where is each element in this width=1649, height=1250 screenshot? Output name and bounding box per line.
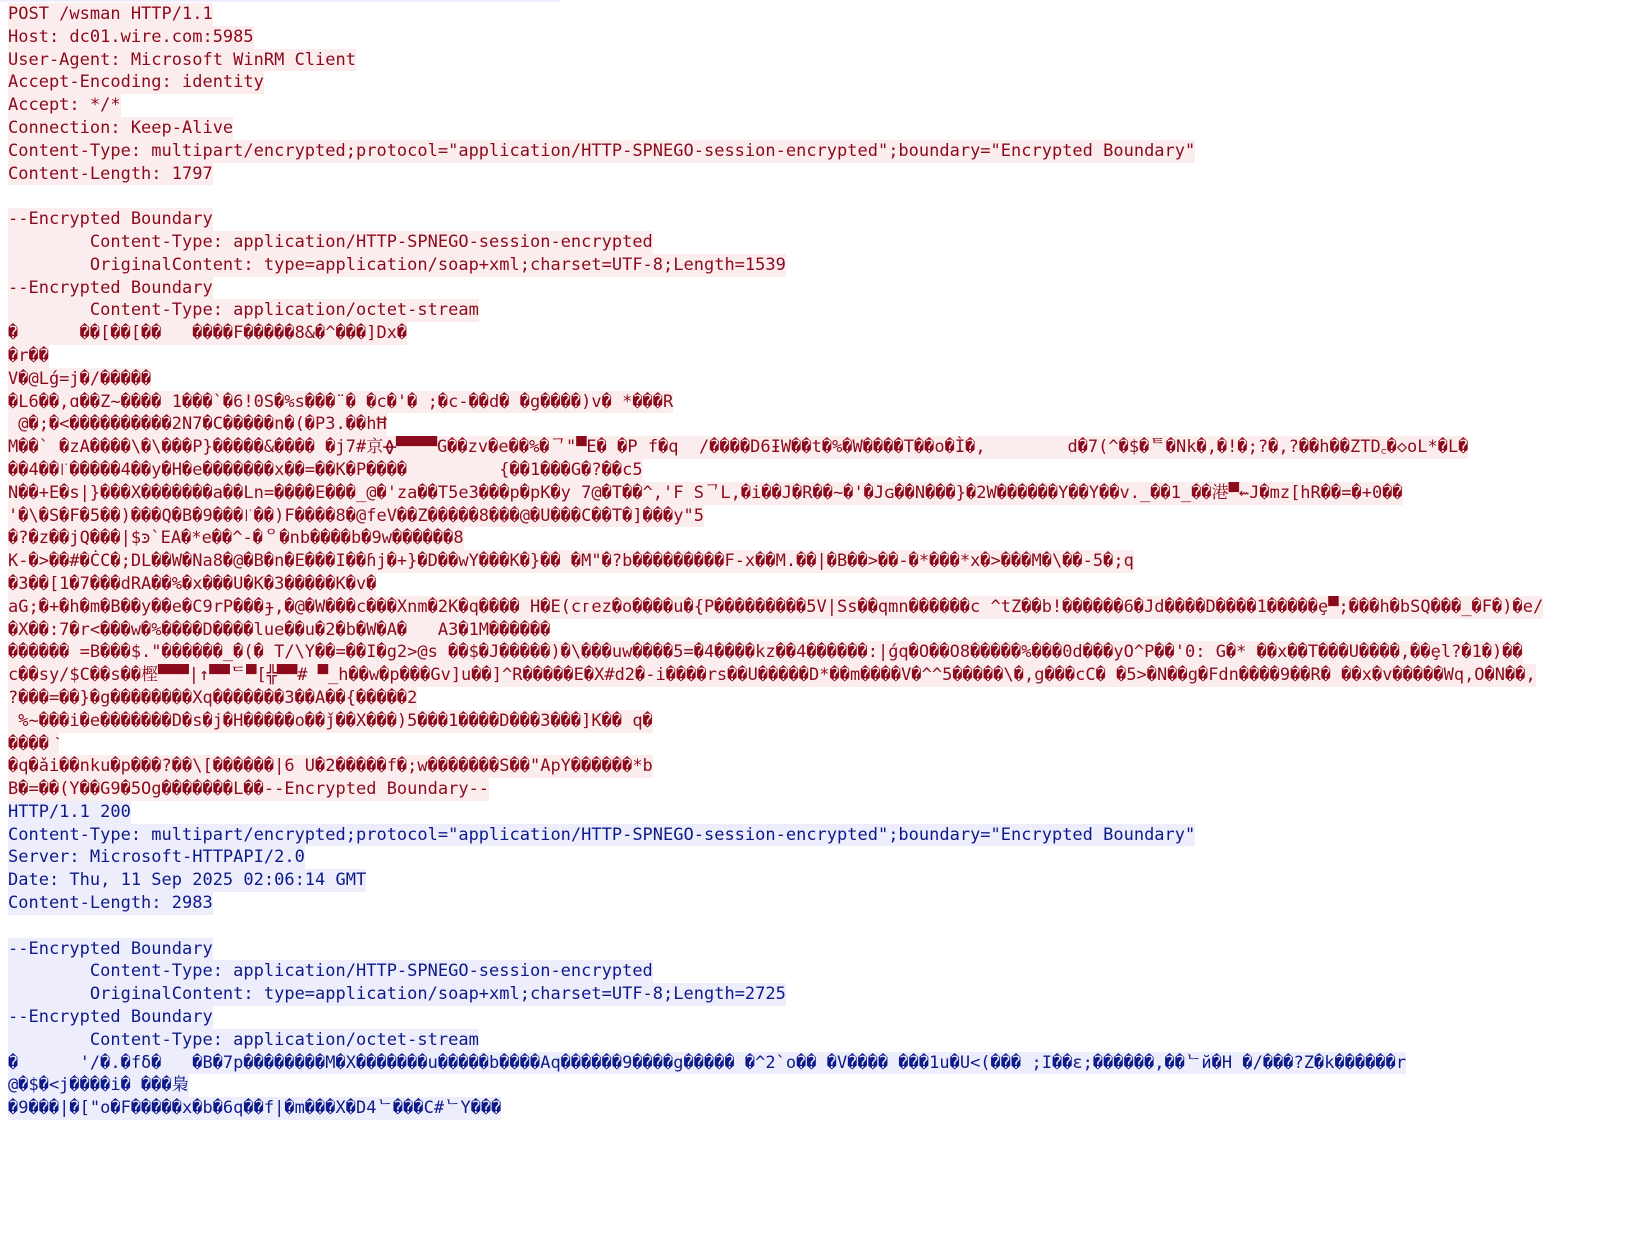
client-request-text: Content-Type: application/HTTP-SPNEGO-session-encrypted — [8, 231, 653, 252]
client-request-text: K-�>��#�ĊC�;DL��W�Na8�@�B�n�E���I��ɦj�+}�D��wY���K�}�� �M"�?b���������F-x��M.��|�B��>��-�*���*x�>���M�\��-5�;q — [8, 551, 1134, 572]
client-request-text: �q�ǎi��nku�p���?��\[������|6 U�2�����f�;w�������S��"ApY������*b — [8, 756, 653, 777]
client-request-text: User-Agent: Microsoft WinRM Client — [8, 49, 356, 70]
client-request-line — [8, 3, 1649, 26]
client-request-text: V�@Lǵ=j�/����� — [8, 368, 152, 389]
server-response-line — [8, 1029, 1649, 1052]
server-response-line — [8, 892, 1649, 915]
top-highlight-strip — [0, 0, 560, 2]
client-request-line — [8, 482, 1649, 505]
client-request-line — [8, 26, 1649, 49]
client-request-line — [8, 163, 1649, 186]
server-response-text: Content-Type: application/HTTP-SPNEGO-session-encrypted — [8, 961, 653, 982]
server-response-line — [8, 915, 1649, 938]
client-request-line — [8, 527, 1649, 550]
server-response-line — [8, 869, 1649, 892]
server-response-text: Date: Thu, 11 Sep 2025 02:06:14 GMT — [8, 870, 367, 891]
client-request-line — [8, 619, 1649, 642]
server-response-line — [8, 1074, 1649, 1097]
client-request-line — [8, 459, 1649, 482]
client-request-text: ?���=��}�g��������Xq�������3��A��{�����2 — [8, 687, 418, 708]
client-request-line — [8, 391, 1649, 414]
client-request-line — [8, 755, 1649, 778]
server-response-line — [8, 1006, 1649, 1029]
client-request-text: �L6��,ɑ��Z~���� 1���`�6!0S�%s���¨� �c�'� ;�c-��d� �g����)v� *���R — [8, 391, 674, 412]
server-response-text: � '/�.�fδ� �B�7p��������M�X�������u�����b����Aq������9����g����� �^2`o�� �V���� ���1u�U<(��� ;I��ɛ;������,��ᄂй�H �/���?Z�k������r — [8, 1052, 1407, 1073]
client-request-line — [8, 299, 1649, 322]
client-request-text: %~���i�e�������D�s�j�H�����o��ǰ��X���)5���1����D���3���]K�� q� — [8, 710, 653, 731]
client-request-line — [8, 322, 1649, 345]
client-request-line — [8, 687, 1649, 710]
server-response-text: Content-Type: multipart/encrypted;protocol="application/HTTP-SPNEGO-session-encrypted";boundary="Encrypted Boundary" — [8, 824, 1196, 845]
server-response-text: @�$�<j����i� ���梟 — [8, 1075, 189, 1096]
client-request-text: M��` �zA����\�\���P}�����&���� �j7#京ᚖ▀▀▀▀G��zv�e��%�ᄀ"▀E� �P f�q /����D6ƗW��t�%�W����T��o�Ì�, d�7(^�$�ᄐ�Nk�,�!�;?�,?��h��ZTD꜀�◇oL*�L� — [8, 437, 1469, 458]
server-response-text: --Encrypted Boundary — [8, 938, 213, 959]
server-response-line — [8, 846, 1649, 869]
client-request-text: OriginalContent: type=application/soap+xml;charset=UTF-8;Length=1539 — [8, 254, 786, 275]
server-response-line — [8, 983, 1649, 1006]
client-request-line — [8, 436, 1649, 459]
server-response-text: OriginalContent: type=application/soap+xml;charset=UTF-8;Length=2725 — [8, 984, 786, 1005]
client-request-line — [8, 49, 1649, 72]
server-response-text: �9���|�["o�F�����x�b�6q��f|�m���X�D4ᄂ���C#ᄂY��� — [8, 1098, 502, 1119]
client-request-line — [8, 550, 1649, 573]
client-request-line — [8, 505, 1649, 528]
client-request-text: �X��:7�r<���w�%����D����lue��u�2�b�W�A� A3�1M������ — [8, 619, 551, 640]
client-request-text: --Encrypted Boundary — [8, 209, 213, 230]
client-request-line — [8, 208, 1649, 231]
server-response-line — [8, 960, 1649, 983]
server-response-text: HTTP/1.1 200 — [8, 801, 131, 822]
client-request-line — [8, 573, 1649, 596]
server-response-line — [8, 801, 1649, 824]
client-request-text: Content-Type: multipart/encrypted;protocol="application/HTTP-SPNEGO-session-encrypted";boundary="Encrypted Boundary" — [8, 140, 1196, 161]
client-request-text: Content-Length: 1797 — [8, 163, 213, 184]
client-request-line — [8, 664, 1649, 687]
client-request-line — [8, 94, 1649, 117]
server-response-text: Server: Microsoft-HTTPAPI/2.0 — [8, 847, 305, 868]
client-request-text: Accept: */* — [8, 95, 121, 116]
client-request-line — [8, 778, 1649, 801]
client-request-text: Accept-Encoding: identity — [8, 72, 264, 93]
client-request-line — [8, 277, 1649, 300]
client-request-text: ��4��꜍�����4��y�H�e�������x��=��K�P���� {��1���G�?��c5 — [8, 459, 643, 480]
client-request-text: POST /wsman HTTP/1.1 — [8, 4, 213, 24]
client-request-line — [8, 254, 1649, 277]
client-request-text: ������ =B���$."������_�(� T/\Y��=��I�g2>@s ��$�J�����)�\���uw����5=�4����kz��4������:|ǵq�O��O8�����%���0d���yO^P��'0: G�* ��x��T���U����,��ȩl?�1�)�� — [8, 642, 1523, 663]
client-request-text: Host: dc01.wire.com:5985 — [8, 26, 254, 47]
server-response-line — [8, 938, 1649, 961]
client-request-text: B�=��(Y��G9�5Og�������L��--Encrypted Boundary-- — [8, 779, 490, 800]
server-response-line — [8, 1097, 1649, 1120]
client-request-text: �r�� — [8, 345, 49, 366]
client-request-text: ���� ᷃ — [8, 733, 60, 754]
client-request-text: c��sy/$C��s��樫▀▀▀|↑▀▀ᄃ▀[╬▀▀# ▀_h��w�p���Gv]u��]^R�����E�X#d2�-i����rs��U�����D*��m����V�^^5�����\�,g���cC� �5>�N��g�Fdn����9��R� ��x�v�����Wq,O�N��, — [8, 665, 1536, 686]
client-request-text: @�;�<����������2N7�C�����n�(�P3.��hĦ — [8, 414, 387, 435]
client-request-line — [8, 368, 1649, 391]
server-response-line — [8, 1052, 1649, 1075]
server-response-text: Content-Length: 2983 — [8, 893, 213, 914]
server-response-text: --Encrypted Boundary — [8, 1007, 213, 1028]
client-request-line — [8, 641, 1649, 664]
client-request-line — [8, 733, 1649, 756]
client-request-line — [8, 596, 1649, 619]
client-request-line — [8, 345, 1649, 368]
client-request-line — [8, 413, 1649, 436]
client-request-line — [8, 710, 1649, 733]
client-request-line — [8, 231, 1649, 254]
client-request-text: N��+E�s|}���X�������a��Ln=����E���_@�'za��T5e3���p�pK�y 7@�T��^,'F SᄀL,�i��J�R��~�'�Jɢ��N���}�2W������Y��Y��v._��1_��港▀⇜J�mz[hR��=�+0�� — [8, 482, 1403, 503]
server-response-text: Content-Type: application/octet-stream — [8, 1029, 479, 1050]
client-request-text: '�\�S�F�5��)���Q�B�9���꜍��)F����8�@feV��Z�����8���@�U���C��T�]���y"5 — [8, 505, 704, 526]
server-response-line — [8, 824, 1649, 847]
client-request-text: Content-Type: application/octet-stream — [8, 300, 479, 321]
client-request-text: Connection: Keep-Alive — [8, 117, 234, 138]
client-request-text: aG;�+�h�m�B��y��e�C9rP���ɟ,�@�W���c���Xnm�2K�q���� H�E(cᴦez�o����u�{P���������5V|Ss��qmn������c ^tZ��b!������6�Jd����D����1�����ȩ▀;���h�bSQ���_�F�)�e/ — [8, 596, 1544, 617]
client-request-text: �3��[1�7���dRA��%�x���U�K�3�����K�v� — [8, 573, 377, 594]
client-request-line — [8, 185, 1649, 208]
tcp-stream-view — [8, 3, 1649, 1120]
client-request-line — [8, 140, 1649, 163]
client-request-line — [8, 71, 1649, 94]
client-request-text: � ��[��[�� ����F�����8&�^���]Dx� — [8, 323, 408, 344]
client-request-line — [8, 117, 1649, 140]
client-request-text: --Encrypted Boundary — [8, 277, 213, 298]
client-request-text: �?�z��jQ���|$ꜿ`EA�*e��^-�ᄋ�nb����b�9w������8 — [8, 528, 464, 549]
